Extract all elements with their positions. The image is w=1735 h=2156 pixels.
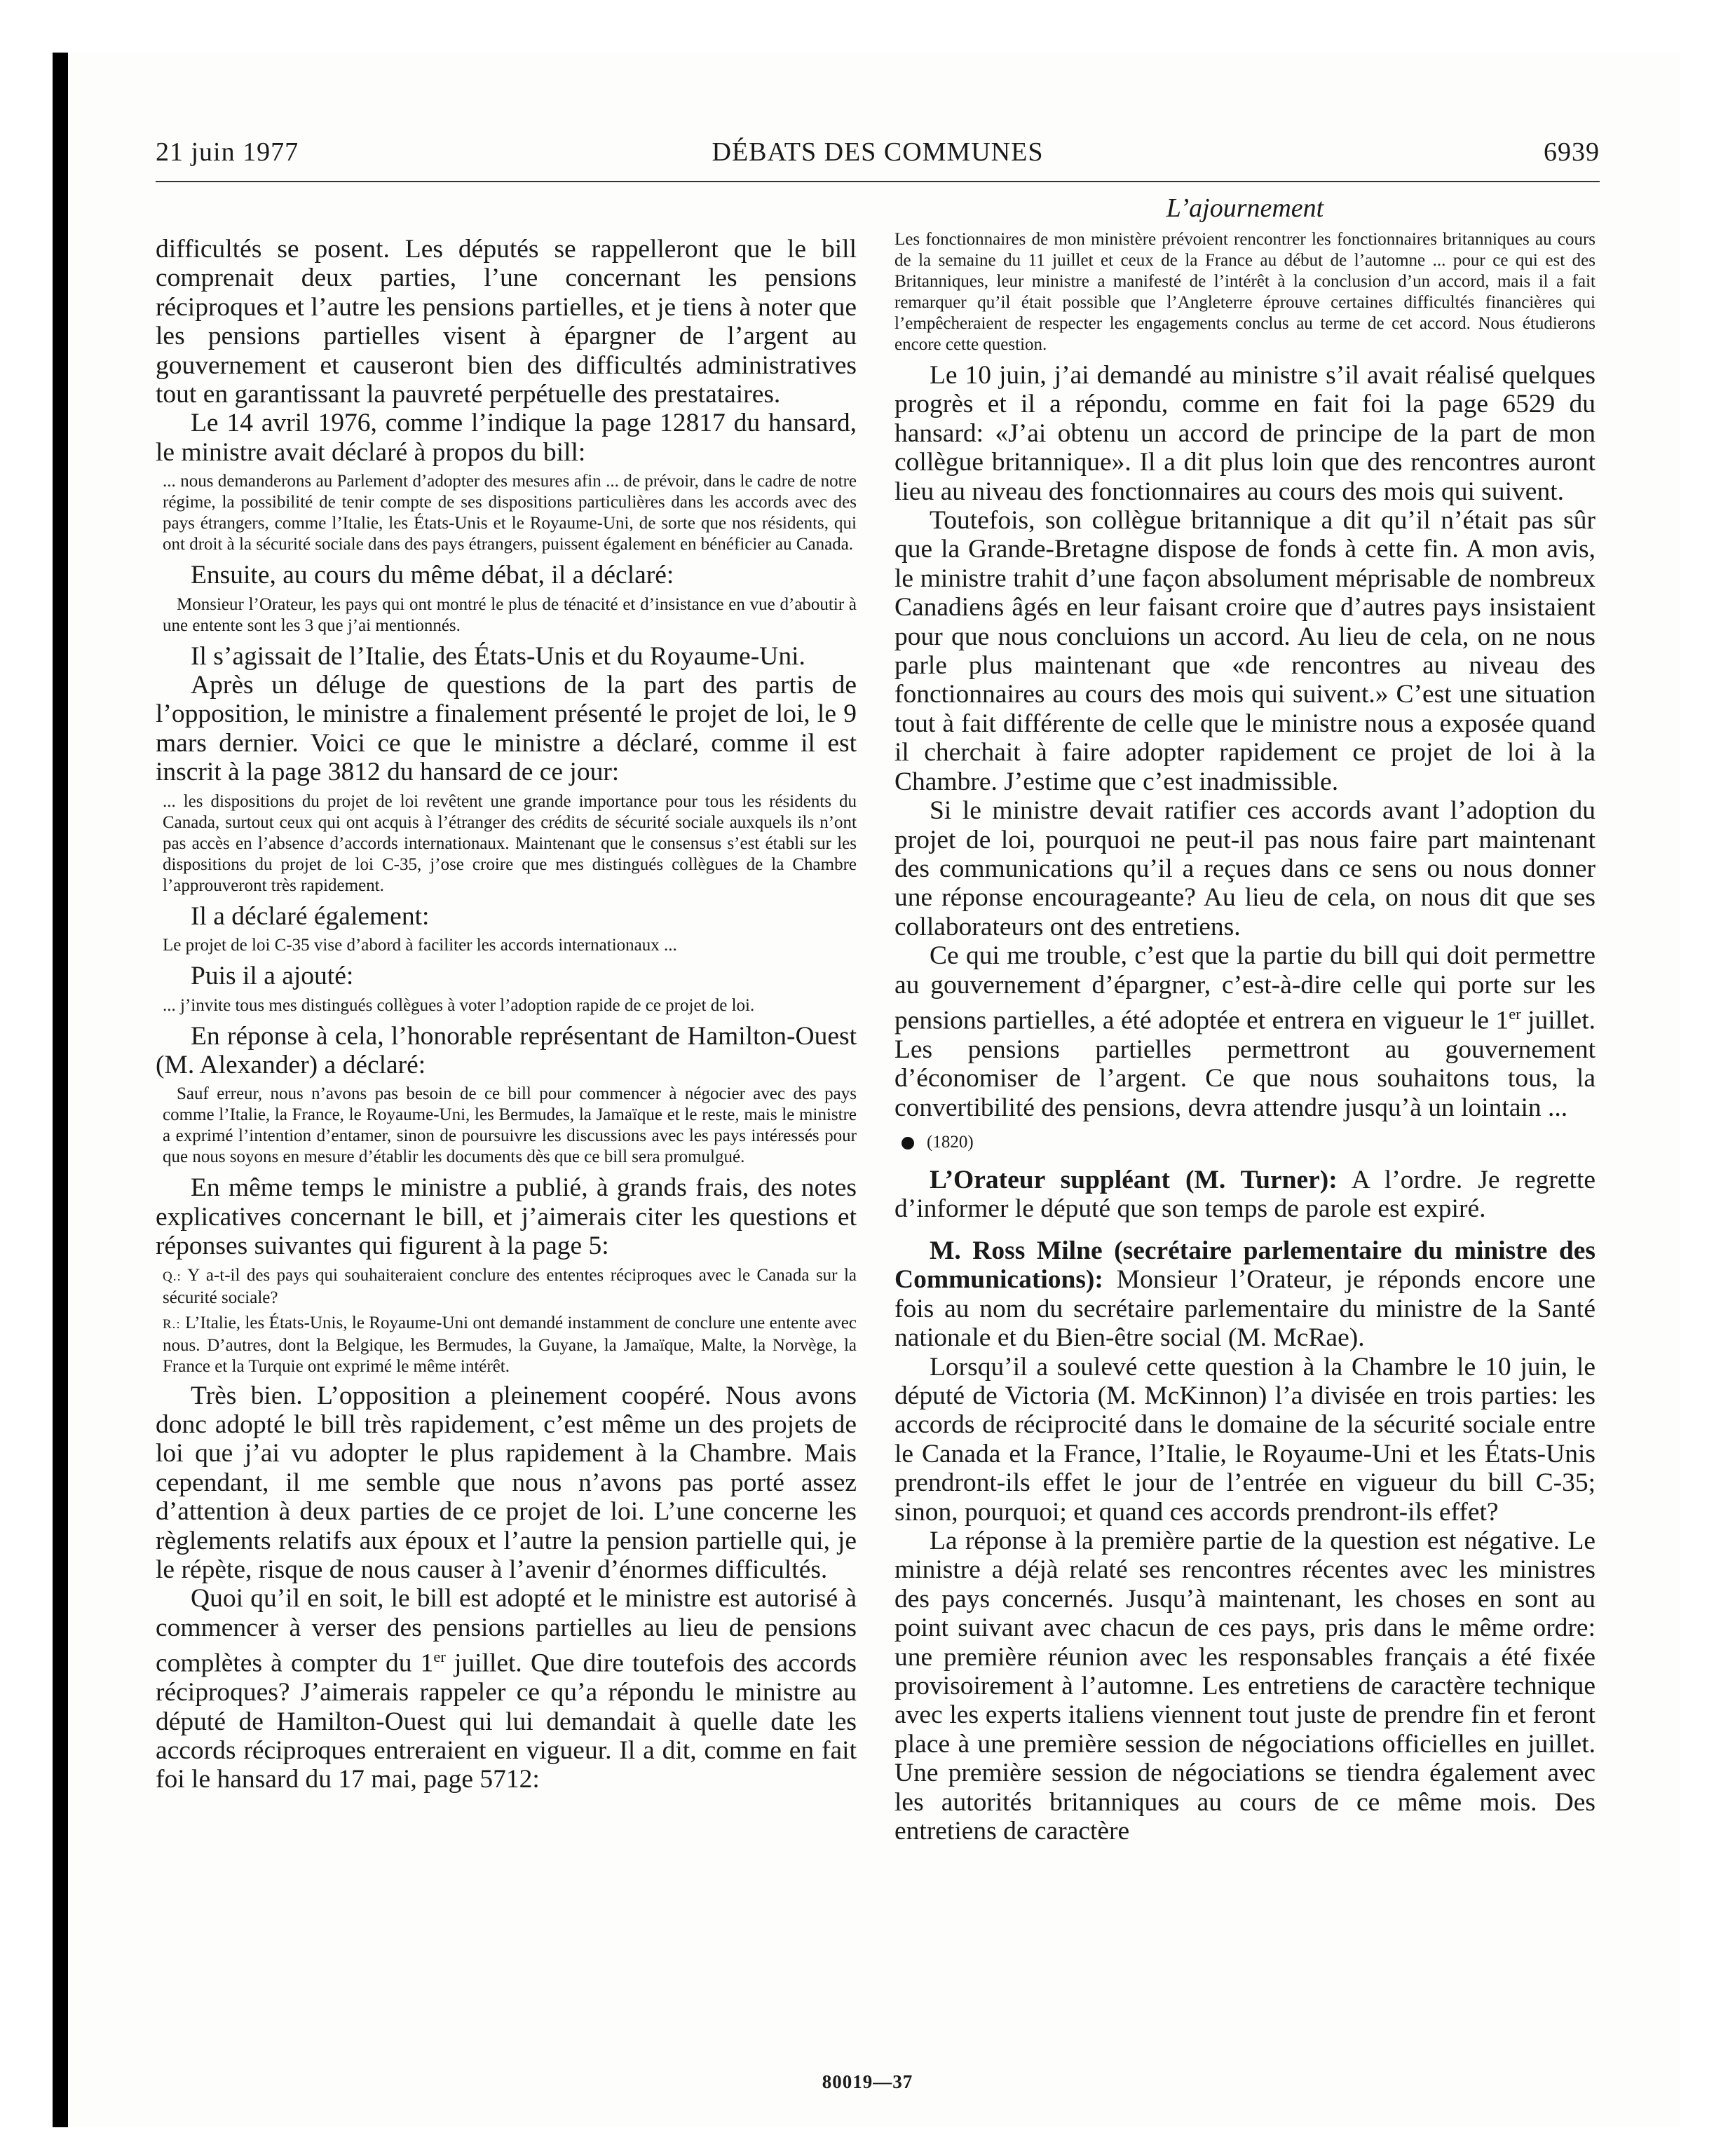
text-run: juillet. Que dire toutefois des accords réciproques? J’aimerais rappeler ce qu’a répondu le ministre au député de Hamilton-Ouest qui lui demandait à quelle date les accords réciproques entreraient en vigueur. Il a dit, comme en fait foi le hansard du 17 mai, page 5712: — [156, 1649, 857, 1794]
answer-item — [156, 1313, 857, 1377]
speech — [894, 1236, 1595, 1353]
text-run: Quoi qu’il en soit, le bill est adopté et le ministre est autorisé à commencer à verser des pensions partielles au lieu de pensions complètes à compter du 1 — [156, 1584, 857, 1678]
paragraph: Toutefois, son collègue britannique a dit qu’il n’était pas sûr que la Grande-Bretagne dispose de fonds à cette fin. A mon avis, le ministre trahit d’une façon absolument méprisable de nombreux Canadiens âgés en leur faisant croire que d’autres pays insistaient pour que nous concluions un accord. Au lieu de cela, on ne nous parle plus maintenant que «de rencontres au niveau des fonctionnaires au cours des mois qui suivent.» C’est une situation tout à fait différente de celle que le ministre nous a exposée quand il cherchait à faire adopter rapidement ce projet de loi à la Chambre. J’estime que c’est inadmissible. — [894, 506, 1595, 796]
paragraph — [156, 1584, 857, 1794]
page-header — [156, 137, 1600, 179]
quotation: Le projet de loi C-35 vise d’abord à faciliter les accords internationaux ... — [163, 936, 677, 955]
header-rule — [156, 181, 1600, 182]
right-column — [894, 193, 1595, 1845]
paragraph: difficultés se posent. Les députés se rappelleront que le bill comprenait deux parties, l’une concernant les pensions réciproques et l’autre les pensions partielles, et je tiens à noter que les pensions partielles visent à épargner de l’argent au gouvernement et causeront bien des difficultés administratives tout en garantissant la pauvreté perpétuelle des prestataires. — [156, 235, 857, 409]
paragraph: La réponse à la première partie de la question est négative. Le ministre a déjà relaté ses rencontres récentes avec les ministres des pays concernés. Jusqu’à maintenant, les choses en sont au point suivant avec chacun de ces pays, pris dans le même ordre: une première réunion avec les responsables français a été fixée provisoirement à l’automne. Les entretiens de caractère technique avec les experts italiens viennent tout juste de prendre fin et feront place à une première session de négociations officielles en juillet. Une première session de négociations se tiendra également avec les autorités britanniques au cours de ce même mois. Des entretiens de caractère — [894, 1526, 1595, 1845]
text-run: juillet. Les pensions partielles permettront au gouvernement d’économiser de l’argent. Ce que nous souhaitons tous, la convertibilité des pensions, devra attendre jusqu’à un lointain ... — [894, 1006, 1595, 1122]
paragraph — [894, 941, 1595, 1122]
quotation: ... j’invite tous mes distingués collègues à voter l’adoption rapide de ce projet de loi. — [163, 995, 755, 1015]
question-tag: Q.: — [163, 1269, 182, 1284]
speaker-name: L’Orateur suppléant (M. Turner): — [930, 1166, 1338, 1195]
speech — [894, 1166, 1595, 1224]
paragraph: Puis il a ajouté: — [191, 962, 354, 991]
paragraph: Lorsqu’il a soulevé cette question à la Chambre le 10 juin, le député de Victoria (M. McKinnon) l’a divisée en trois parties: les accords de réciprocité dans le domaine de la sécurité sociale entre le Canada et la France, l’Italie, le Royaume-Uni et les États-Unis prendront-ils effet le jour de l’entrée en vigueur du bill C-35; sinon, pourquoi; et quand ces accords prendront-ils effet? — [894, 1352, 1595, 1527]
time-marker — [901, 1132, 1595, 1153]
paragraph: Très bien. L’opposition a pleinement coopéré. Nous avons donc adopté le bill très rapidement, c’est même un des projets de loi que j’ai vu adopter le plus rapidement à la Chambre. Mais cependant, il me semble que nous n’avons pas porté assez d’attention à deux parties de ce projet de loi. L’une concerne les règlements relatifs aux époux et l’autre la pension partielle qui, je le répète, risque de nous causer à l’avenir d’énormes difficultés. — [156, 1381, 857, 1584]
header-title: DÉBATS DES COMMUNES — [712, 137, 1044, 167]
answer-text: L’Italie, les États-Unis, le Royaume-Uni ont demandé instamment de conclure une entente avec nous. D’autres, dont la Belgique, les Bermudes, la Guyane, la Jamaïque, Malte, la Norvège, la France et la Turquie ont exprimé le même intérêt. — [163, 1313, 857, 1376]
header-date: 21 juin 1977 — [156, 137, 299, 167]
question-item — [156, 1265, 857, 1309]
header-page-number: 6939 — [1544, 137, 1600, 167]
text-run: Ce qui me trouble, c’est que la partie du bill qui doit permettre au gouvernement d’épargner, c’est-à-dire celle qui porte sur les pensions partielles, a été adoptée et entrera en vigueur le 1 — [894, 941, 1595, 1035]
superscript: er — [1509, 1004, 1521, 1023]
question-text: Y a-t-il des pays qui souhaiteraient conclure des ententes réciproques avec le Canada sur la sécurité sociale? — [163, 1265, 857, 1307]
paragraph: Après un déluge de questions de la part des partis de l’opposition, le ministre a finalement présenté le projet de loi, le 9 mars dernier. Voici ce que le ministre a déclaré, comme il est inscrit à la page 3812 du hansard de ce jour: — [156, 671, 857, 787]
scan-binding-edge — [53, 53, 68, 2127]
quotation: ... les dispositions du projet de loi revêtent une grande importance pour tous les résidents du Canada, surtout ceux qui ont acquis à l’étranger des crédits de sécurité sociale auxquels ils n’ont pas accès en l’absence d’accords internationaux. Maintenant que le consensus s’est établi sur les dispositions du projet de loi C-35, j’ose croire que mes distingués collègues de la Chambre l’approuveront très rapidement. — [163, 791, 857, 895]
speaker-name: M. Ross Milne (secrétaire parlementaire du ministre des Communications): — [894, 1236, 1595, 1295]
paragraph: Si le ministre devait ratifier ces accords avant l’adoption du projet de loi, pourquoi ne peut-il pas nous faire part maintenant des communications qu’il a reçues dans ce sens ou nous donner une réponse encourageante? Au lieu de cela, on nous dit que ses collaborateurs ont des entretiens. — [894, 796, 1595, 941]
left-column — [156, 235, 857, 1794]
paragraph: En même temps le ministre a publié, à grands frais, des notes explicatives concernant le bill, et j’aimerais citer les questions et réponses suivantes qui figurent à la page 5: — [156, 1173, 857, 1261]
section-title: L’ajournement — [1166, 193, 1324, 223]
speech-text: A l’ordre. Je regrette d’informer le député que son temps de parole est expiré. — [894, 1166, 1596, 1224]
scan-margin — [0, 0, 53, 2156]
paragraph: Le 14 avril 1976, comme l’indique la page 12817 du hansard, le ministre avait déclaré à propos du bill: — [156, 409, 857, 467]
quotation: Les fonctionnaires de mon ministère prévoient rencontrer les fonctionnaires britanniques au cours de la semaine du 11 juillet et ceux de la France au début de l’automne ... pour ce qui est des Britanniques, leur ministre a manifesté de l’intérêt à la conclusion d’un accord, mais il a fait remarquer qu’il était possible que l’Angleterre éprouve certaines difficultés financières qui l’empêcheraient de respecter les engagements conclus au terme de cet accord. Nous étudierons encore cette question. — [894, 230, 1595, 354]
paragraph: Il s’agissait de l’Italie, des États-Unis et du Royaume-Uni. — [191, 641, 805, 671]
speech-text: Monsieur l’Orateur, je réponds encore une fois au nom du secrétaire parlementaire du ministre de la Santé nationale et du Bien-être social (M. McRae). — [894, 1265, 1595, 1353]
time-marker-text: (1820) — [927, 1133, 974, 1152]
quotation: Monsieur l’Orateur, les pays qui ont montré le plus de ténacité et d’insistance en vue d’aboutir à une entente sont les 3 que j’ai mentionnés. — [163, 594, 857, 635]
bullet-icon — [901, 1137, 914, 1149]
paragraph: Il a déclaré également: — [191, 901, 430, 931]
paragraph: Ensuite, au cours du même débat, il a déclaré: — [191, 561, 674, 590]
footer-code: 80019—37 — [822, 2071, 913, 2092]
paragraph: Le 10 juin, j’ai demandé au ministre s’il avait réalisé quelques progrès et il a répondu, comme en fait foi la page 6529 du hansard: «J’ai obtenu un accord de principe de la part de mon collègue britannique». Il a dit plus loin que des rencontres auront lieu au niveau des fonctionnaires au cours des mois qui suivent. — [894, 361, 1595, 506]
quotation: ... nous demanderons au Parlement d’adopter des mesures afin ... de prévoir, dans le cadre de notre régime, la possibilité de tenir compte de ses dispositions particulières dans les accords avec des pays étrangers, comme l’Italie, les États-Unis et le Royaume-Uni, de sorte que nos résidents, qui ont droit à la sécurité sociale dans des pays étrangers, puissent également en bénéficier au Canada. — [163, 472, 857, 554]
paragraph: En réponse à cela, l’honorable représentant de Hamilton-Ouest (M. Alexander) a déclaré: — [156, 1021, 857, 1079]
quotation: Sauf erreur, nous n’avons pas besoin de ce bill pour commencer à négocier avec des pays comme l’Italie, la France, le Royaume-Uni, les Bermudes, la Jamaïque et le reste, mais le ministre a exprimé l’intention d’entamer, sinon de poursuivre les discussions avec les pays intéressés pour que nous soyons en mesure d’établir les documents dès que ce bill sera promulgué. — [163, 1084, 857, 1167]
superscript: er — [433, 1648, 446, 1666]
answer-tag: R.: — [163, 1316, 181, 1332]
